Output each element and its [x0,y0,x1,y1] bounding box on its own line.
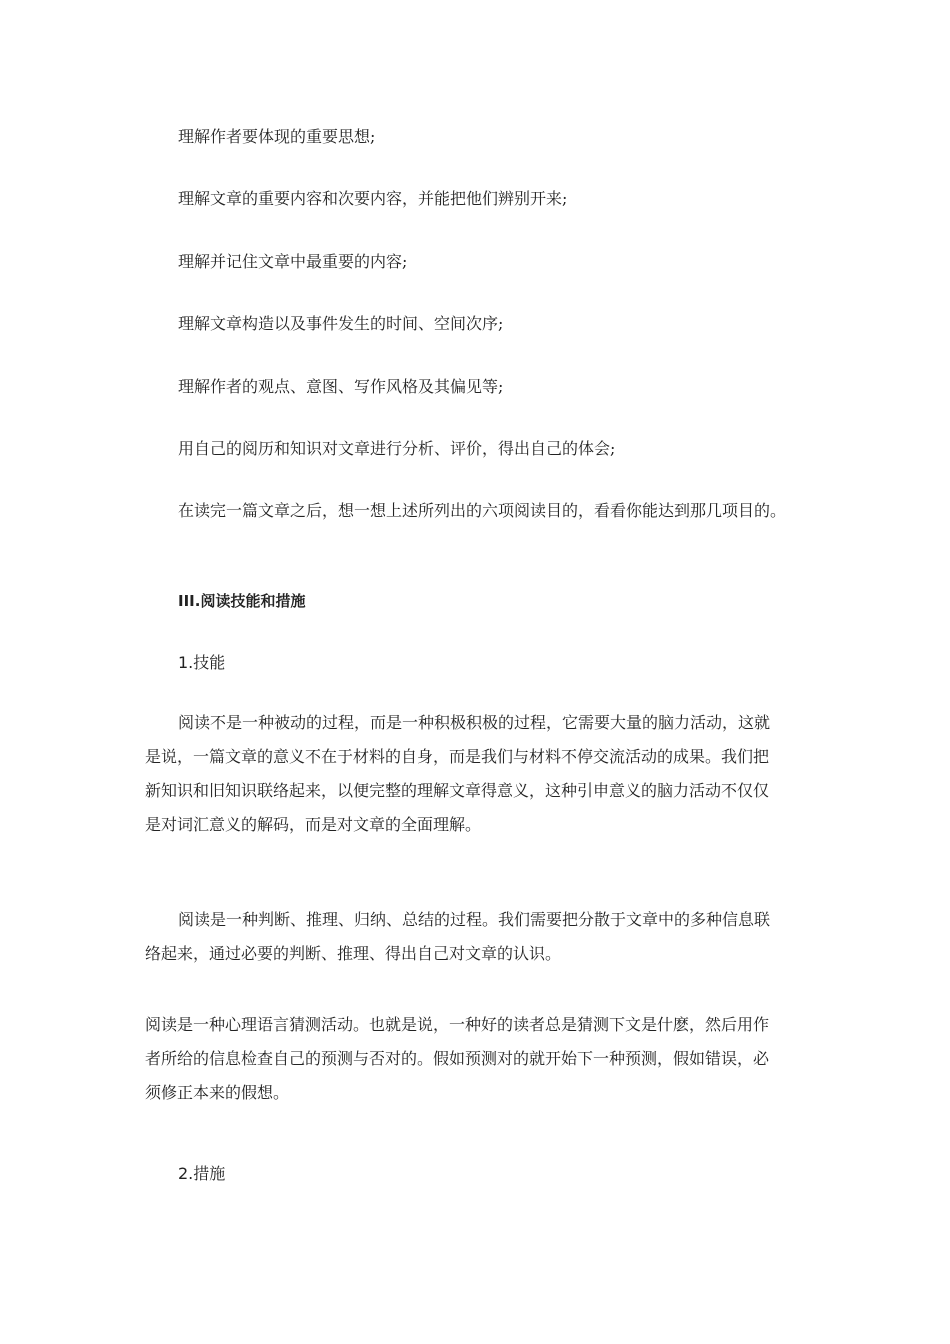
goal-item: 理解文章构造以及事件发生的时间、空间次序; [178,314,504,333]
paragraph-skills-2 [145,903,809,971]
paragraph-line: 阅读是一种判断、推理、归纳、总结的过程。我们需要把分散于文章中的多种信息联 [178,910,771,929]
goal-item: 在读完一篇文章之后，想一想上述所列出的六项阅读目的，看看你能达到那几项目的。 [178,501,787,520]
paragraph-line: 新知识和旧知识联络起来，以便完整的理解文章得意义，这种引申意义的脑力活动不仅仅 [145,781,770,800]
paragraph-skills-1 [145,706,809,842]
paragraph-line: 须修正本来的假想。 [145,1083,290,1102]
goal-item: 用自己的阅历和知识对文章进行分析、评价，得出自己的体会; [178,439,616,458]
paragraph-line: 是说，一篇文章的意义不在于材料的自身，而是我们与材料不停交流活动的成果。我们把 [145,747,770,766]
goal-item: 理解作者的观点、意图、写作风格及其偏见等; [178,377,504,396]
subheading-measures: 2.措施 [178,1164,226,1183]
paragraph-skills-3 [145,1008,809,1110]
subheading-skills: 1.技能 [178,653,226,672]
paragraph-line: 者所给的信息检查自己的预测与否对的。假如预测对的就开始下一种预测，假如错误，必 [145,1049,770,1068]
paragraph-line: 阅读是一种心理语言猜测活动。也就是说，一种好的读者总是猜测下文是什麽，然后用作 [145,1015,770,1034]
paragraph-line: 是对词汇意义的解码，而是对文章的全面理解。 [145,815,482,834]
paragraph-line: 络起来，通过必要的判断、推理、得出自己对文章的认识。 [145,944,562,963]
goal-item: 理解并记住文章中最重要的内容; [178,252,408,271]
goal-item: 理解作者要体现的重要思想; [178,127,376,146]
paragraph-line: 阅读不是一种被动的过程，而是一种积极积极的过程，它需要大量的脑力活动，这就 [178,713,771,732]
section-heading: III.阅读技能和措施 [178,592,306,610]
goal-item: 理解文章的重要内容和次要内容，并能把他们辨别开来; [178,189,568,208]
